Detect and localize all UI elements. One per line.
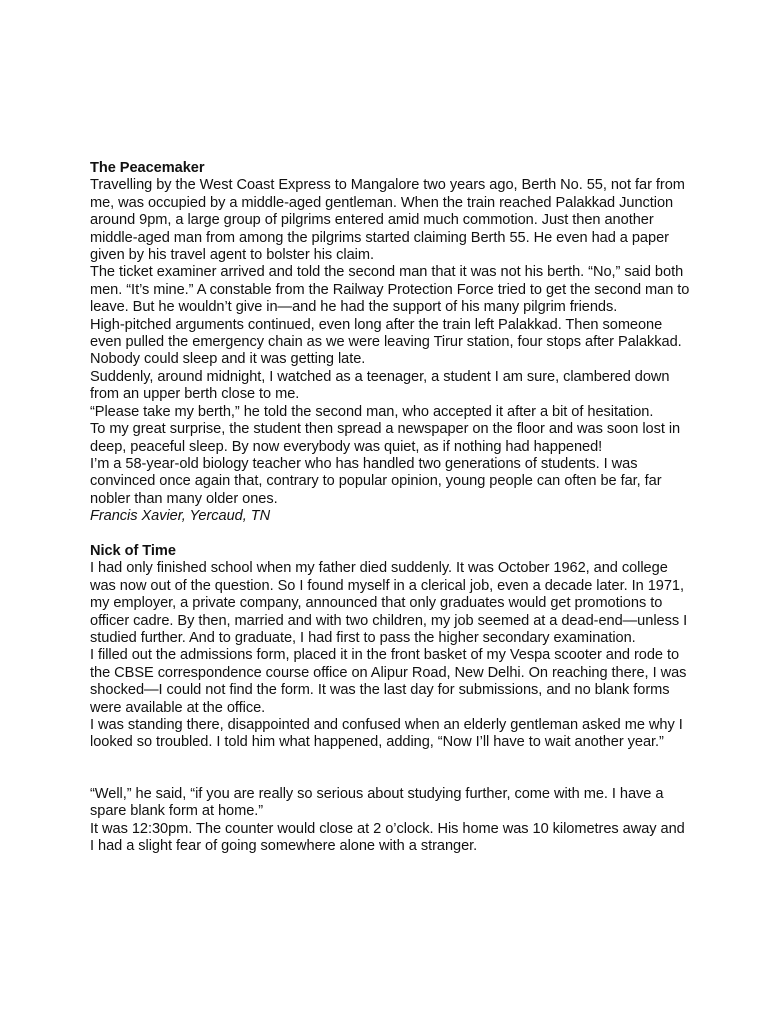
story-paragraph: Suddenly, around midnight, I watched as a teenager, a student I am sure, clambered down from an upper berth close to me. bbox=[90, 368, 670, 403]
story-paragraph: I filled out the admissions form, placed it in the front basket of my Vespa scooter and rode to the CBSE correspondence course office on Alipur Road, New Delhi. On reaching there, I was shocked—I could not find the form. It was the last day for submissions, and no blank forms were available at the office. bbox=[90, 647, 687, 716]
story-paragraph: To my great surprise, the student then spread a newspaper on the floor and was soon lost in deep, peaceful sleep. By now everybody was quiet, as if nothing had happened! bbox=[90, 421, 681, 455]
story-paragraph: Travelling by the West Coast Express to Mangalore two years ago, Berth No. 55, not far from me, was occupied by a middle-aged gentleman. When the train reached Palakkad Junction around 9pm, a large group of pilgrims entered amid much commotion. Just then another middle-aged man from among the pilgrims started claiming Berth 55. He even had a paper given by his travel agent to bolster his claim. bbox=[90, 177, 685, 264]
document-page bbox=[90, 160, 690, 855]
story-author: Francis Xavier, Yercaud, TN bbox=[90, 508, 271, 525]
story-paragraph: It was 12:30pm. The counter would close at 2 o’clock. His home was 10 kilometres away and I had a slight fear of going somewhere alone with a stranger. bbox=[90, 820, 685, 855]
story-the-peacemaker bbox=[90, 160, 690, 526]
story-nick-of-time bbox=[90, 543, 690, 856]
story-paragraph: “Well,” he said, “if you are really so serious about studying further, come with me. I have a spare blank form at home.” bbox=[90, 785, 664, 820]
story-paragraph: I had only finished school when my father died suddenly. It was October 1962, and college was now out of the question. So I found myself in a clerical job, even a decade later. In 1971, my employer, a private company, announced that only graduates would get promotions to officer cadre. By then, married and with two children, my job seemed at a dead-end—unless I studied further. And to graduate, I had first to pass the higher secondary examination. bbox=[90, 560, 688, 646]
story-title: Nick of Time bbox=[90, 542, 176, 559]
story-paragraph: I’m a 58-year-old biology teacher who has handled two generations of students. I was convinced once again that, contrary to popular opinion, young people can often be far, far nobler than many older ones. bbox=[90, 455, 662, 507]
story-paragraph: I was standing there, disappointed and confused when an elderly gentleman asked me why I looked so troubled. I told him what happened, adding, “Now I’ll have to wait another year.” bbox=[90, 716, 683, 751]
story-paragraph: “Please take my berth,” he told the second man, who accepted it after a bit of hesitation. bbox=[90, 403, 654, 420]
story-title: The Peacemaker bbox=[90, 160, 205, 176]
story-paragraph: High-pitched arguments continued, even long after the train left Palakkad. Then someone even pulled the emergency chain as we were leaving Tirur station, four stops after Palakkad. Nobody could sleep and it was getting late. bbox=[90, 316, 682, 368]
story-paragraph: The ticket examiner arrived and told the second man that it was not his berth. “No,” said both men. “It’s mine.” A constable from the Railway Protection Force tried to get the second man to leave. But he wouldn’t give in—and he had the support of his many pilgrim friends. bbox=[90, 264, 690, 316]
paragraph-gap bbox=[90, 752, 690, 786]
